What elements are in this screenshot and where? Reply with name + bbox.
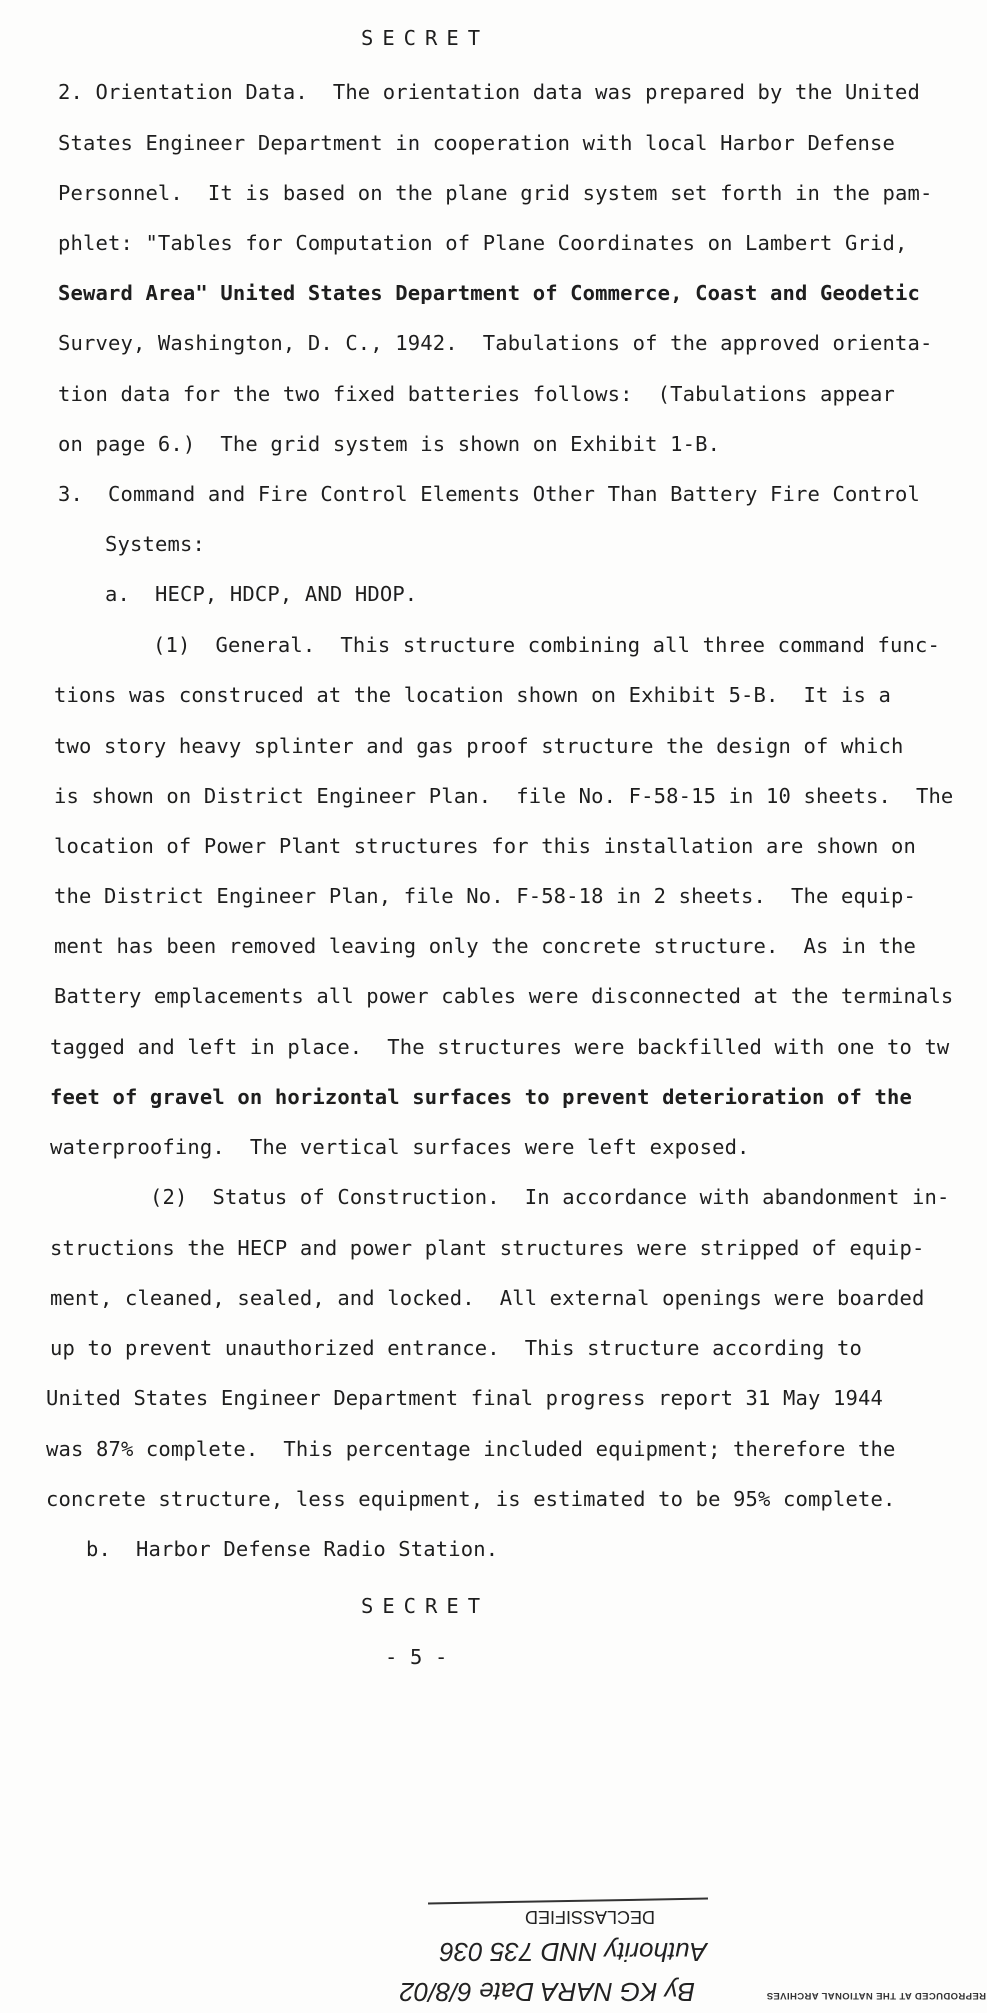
section2-line: on page 6.) The grid system is shown on Exhibit 1-B. <box>58 432 721 456</box>
subheading-a: a. HECP, HDCP, AND HDOP. <box>105 582 418 606</box>
stamp-line-by: By KG NARA Date 6/8/02 <box>399 1977 695 2007</box>
paragraph2-line: was 87% complete. This percentage included equipment; therefore the <box>46 1437 896 1461</box>
subheading-b: b. Harbor Defense Radio Station. <box>86 1537 499 1561</box>
paragraph2-line: concrete structure, less equipment, is estimated to be 95% complete. <box>46 1487 896 1511</box>
section2-line: States Engineer Department in cooperation with local Harbor Defense <box>58 131 895 155</box>
section2-line: tion data for the two fixed batteries follows: (Tabulations appear <box>58 382 895 406</box>
paragraph1-line: location of Power Plant structures for this installation are shown on <box>54 834 916 858</box>
paragraph1-line: the District Engineer Plan, file No. F-58-18 in 2 sheets. The equip- <box>54 884 916 908</box>
paragraph1-line: waterproofing. The vertical surfaces were left exposed. <box>50 1135 750 1159</box>
paragraph1-line: tagged and left in place. The structures were backfilled with one to tw <box>50 1035 950 1059</box>
paragraph2-line: structions the HECP and power plant structures were stripped of equip- <box>50 1236 925 1260</box>
paragraph2-line: up to prevent unauthorized entrance. This structure according to <box>50 1336 862 1360</box>
declassification-stamp <box>399 1895 715 2013</box>
footer-classification: SECRET <box>361 1594 490 1618</box>
page-number: - 5 - <box>385 1645 448 1669</box>
section3-heading: 3. Command and Fire Control Elements Other Than Battery Fire Control <box>58 482 920 506</box>
section3-heading: Systems: <box>105 532 205 556</box>
section2-line: Survey, Washington, D. C., 1942. Tabulations of the approved orienta- <box>58 331 933 355</box>
paragraph1-line: tions was construced at the location shown on Exhibit 5-B. It is a <box>54 683 891 707</box>
paragraph1-line: feet of gravel on horizontal surfaces to prevent deterioration of the <box>50 1085 912 1109</box>
section2-line: Personnel. It is based on the plane grid system set forth in the pam- <box>58 181 933 205</box>
paragraph2-line: United States Engineer Department final progress report 31 May 1944 <box>46 1386 883 1410</box>
reproduced-notice: REPRODUCED AT THE NATIONAL ARCHIVES <box>766 1990 986 2001</box>
section2-line: phlet: "Tables for Computation of Plane Coordinates on Lambert Grid, <box>58 231 908 255</box>
paragraph2-line: ment, cleaned, sealed, and locked. All external openings were boarded <box>50 1286 925 1310</box>
paragraph1-line: is shown on District Engineer Plan. file No. F-58-15 in 10 sheets. The <box>54 784 954 808</box>
paragraph1-line: two story heavy splinter and gas proof structure the design of which <box>54 734 904 758</box>
stamp-line-authority: Authority NND 735 036 <box>439 1937 707 1967</box>
section2-line: Seward Area" United States Department of Commerce, Coast and Geodetic <box>58 281 920 305</box>
section2-line: 2. Orientation Data. The orientation data was prepared by the United <box>58 80 920 104</box>
paragraph2-line: (2) Status of Construction. In accordance with abandonment in- <box>150 1185 950 1209</box>
stamp-line-declassified: DECLASSIFIED <box>524 1907 655 1927</box>
paragraph1-line: Battery emplacements all power cables were disconnected at the terminals <box>54 984 954 1008</box>
paragraph1-line: (1) General. This structure combining all three command func- <box>153 633 940 657</box>
paragraph1-line: ment has been removed leaving only the concrete structure. As in the <box>54 934 916 958</box>
header-classification: SECRET <box>361 26 490 50</box>
